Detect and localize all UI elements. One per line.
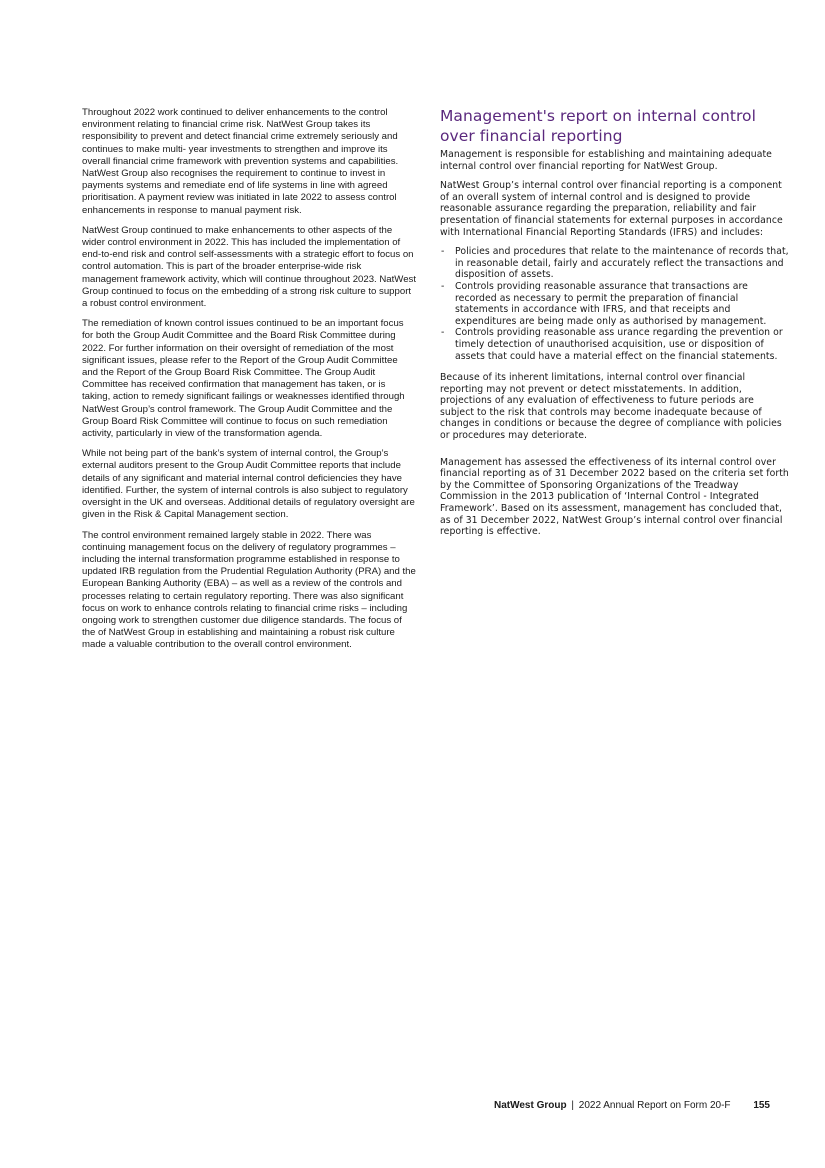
section-heading: Management's report on internal control over financial reporting <box>440 107 756 145</box>
intro-paragraph-1: Management is responsible for establishing and maintaining adequate internal control over financial reporting for NatWest Group. <box>440 149 772 172</box>
bullet-dash: - <box>441 280 445 292</box>
paragraph-external-auditors: While not being part of the bank’s system of internal control, the Group’s external auditors present to the Group Audit Committee reports that include details of any significant and material internal control deficiencies they have identified. Further, the system of internal controls is also subject to regulatory oversight in the UK and overseas. Additional details of regulatory oversight are given in the Risk & Capital Management section. <box>82 448 415 521</box>
footer-report-title: 2022 Annual Report on Form 20-F <box>578 1100 731 1111</box>
list-item <box>440 281 790 327</box>
left-column <box>82 107 416 660</box>
list-item <box>440 246 790 281</box>
list-item-text: Controls providing reasonable ass urance regarding the prevention or timely detection of unauthorised acquisition, use or disposition of assets that could have a material effect on the financial statements. <box>455 327 783 362</box>
footer-separator: | <box>571 1100 574 1111</box>
page-number: 155 <box>753 1100 770 1111</box>
list-item-text: Policies and procedures that relate to the maintenance of records that, in reasonable detail, fairly and accurately reflect the transactions and disposition of assets. <box>455 246 789 281</box>
intro-paragraph-2: NatWest Group’s internal control over financial reporting is a component of an overall system of internal control and is designed to provide reasonable assurance regarding the preparation, reliability and fair presentation of financial statements for external purposes in accordance with International Financial Reporting Standards (IFRS) and includes: <box>440 180 783 238</box>
paragraph-remediation: The remediation of known control issues continued to be an important focus for both the Group Audit Committee and the Board Risk Committee during 2022. For further information on their oversight of remediation of the most significant issues, please refer to the Report of the Group Audit Committee and the Report of the Group Board Risk Committee. The Group Audit Committee has received confirmation that management has taken, or is taking, action to remedy significant failings or weaknesses identified through NatWest Group’s control framework. The Group Audit Committee and the Group Board Risk Committee will continue to focus on such remediation activity, particularly in view of the transformation agenda. <box>82 318 405 440</box>
bullet-dash: - <box>441 246 445 258</box>
bullet-dash: - <box>441 327 445 339</box>
right-column <box>440 107 790 546</box>
assessment-paragraph: Management has assessed the effectiveness of its internal control over financial reporting as of 31 December 2022 based on the criteria set forth by the Committee of Sponsoring Organizations of the Treadway Commission in the 2013 publication of ‘Internal Control - Integrated Framework’. Based on its assessment, management has concluded that, as of 31 December 2022, NatWest Group’s internal control over financial reporting is effective. <box>440 456 789 538</box>
list-item <box>440 327 790 362</box>
paragraph-control-environment: The control environment remained largely stable in 2022. There was continuing management focus on the delivery of regulatory programmes – including the internal transformation programme established in response to updated IRB regulation from the Prudential Regulation Authority (PRA) and the European Banking Authority (EBA) – as well as a review of the controls and processes relating to certain regulatory reporting. There was also significant focus on work to enhance controls relating to financial crime risks – including ongoing work to strengthen customer due diligence standards. The focus of the of NatWest Group in establishing and maintaining a robust risk culture made a valuable contribution to the overall control environment. <box>82 529 416 651</box>
paragraph-financial-crime: Throughout 2022 work continued to deliver enhancements to the control environment relating to financial crime risk. NatWest Group takes its responsibility to prevent and detect financial crime extremely seriously and continues to make multi- year investments to strengthen and improve its overall financial crime framework with prevention systems and capabilities. NatWest Group also recognises the requirement to continue to invest in payments systems and remediate end of life systems in line with agreed prioritisation. A payment review was initiated in late 2022 to assess control enhancements in response to manual payment risk. <box>82 107 399 216</box>
limitations-paragraph: Because of its inherent limitations, internal control over financial reporting may not prevent or detect misstatements. In addition, projections of any evaluation of effectiveness to future periods are subject to the risk that controls may become inadequate because of changes in conditions or because the degree of compliance with policies or procedures may deteriorate. <box>440 372 782 442</box>
controls-list <box>440 246 790 362</box>
paragraph-control-enhancements: NatWest Group continued to make enhancements to other aspects of the wider control environment in 2022. This has included the implementation of end-to-end risk and control self-assessments with a strategic effort to focus on control automation. This is part of the broader enterprise-wide risk management framework activity, which will continue throughout 2023. NatWest Group continued to focus on the embedding of a strong risk culture to support a robust control environment. <box>82 224 416 310</box>
page-footer <box>450 1100 770 1112</box>
footer-brand: NatWest Group <box>493 1100 567 1111</box>
list-item-text: Controls providing reasonable assurance that transactions are recorded as necessary to permit the preparation of financial statements in accordance with IFRS, and that receipts and expenditures are being made only as authorised by management. <box>455 280 767 327</box>
